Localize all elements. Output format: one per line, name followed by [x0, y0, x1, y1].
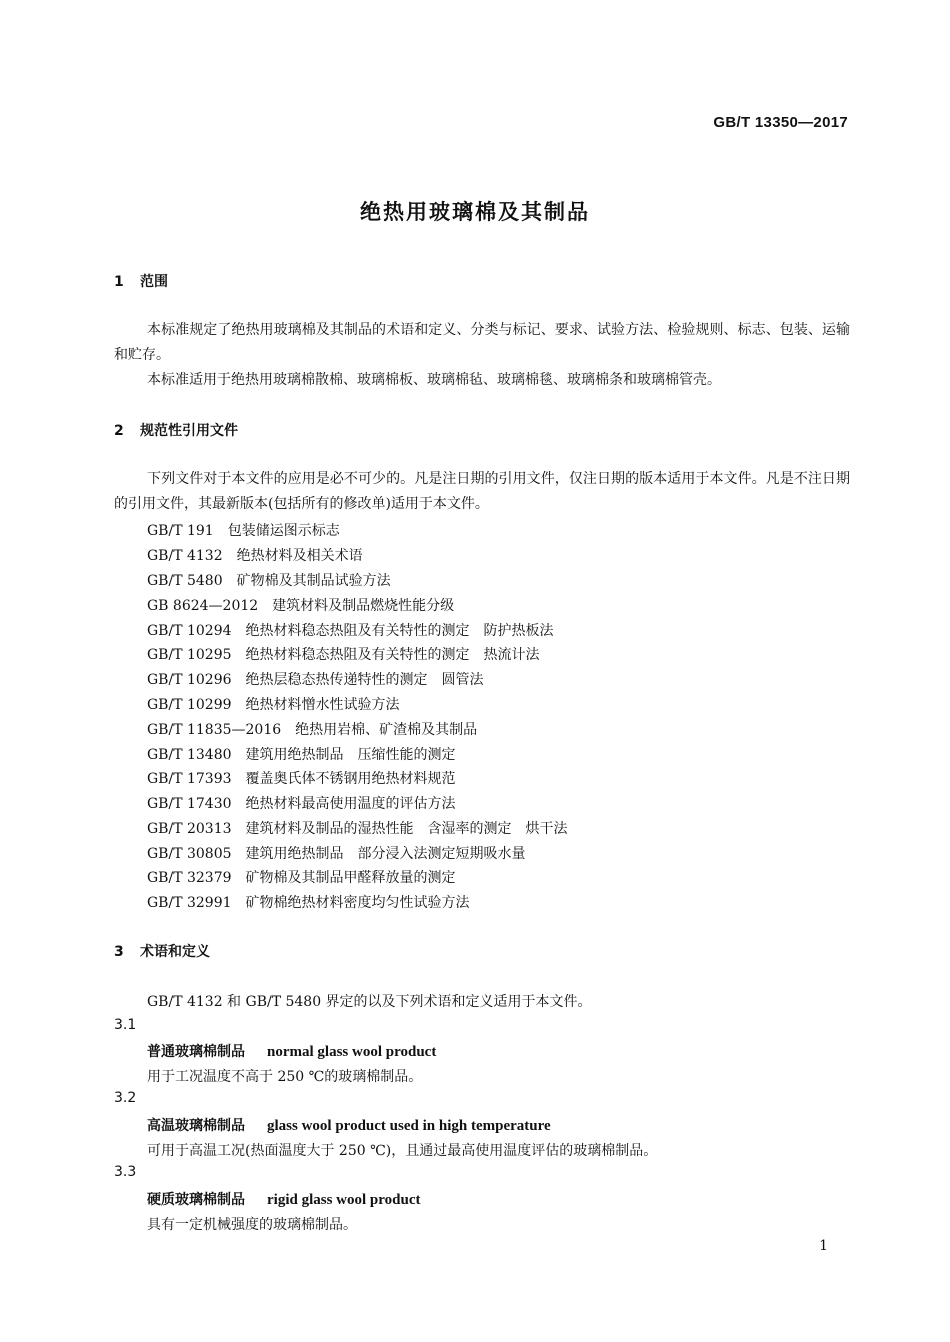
reference-code: GB/T 32991 — [147, 895, 232, 911]
paragraph-text: GB/T 4132 和 GB/T 5480 界定的以及下列术语和定义适用于本文件。 — [147, 994, 592, 1010]
reference-item — [147, 694, 400, 714]
term-english: normal glass wool product — [267, 1044, 437, 1060]
section-title: 术语和定义 — [140, 944, 210, 960]
reference-title: 绝热材料稳态热阻及有关特性的测定 防护热板法 — [245, 623, 554, 639]
reference-item — [147, 545, 363, 565]
reference-code: GB/T 4132 — [147, 548, 223, 564]
reference-code: GB/T 5480 — [147, 573, 223, 589]
term-chinese: 高温玻璃棉制品 — [147, 1118, 245, 1134]
term-number: 3.3 — [114, 1164, 137, 1180]
term-english: glass wool product used in high temperature — [267, 1118, 551, 1134]
section-number: 1 — [114, 274, 124, 290]
term-english: rigid glass wool product — [267, 1192, 421, 1208]
section-1-paragraph-1 — [114, 318, 850, 368]
term-chinese: 硬质玻璃棉制品 — [147, 1192, 245, 1208]
document-title: 绝热用玻璃棉及其制品 — [360, 200, 590, 224]
reference-code: GB/T 10295 — [147, 647, 232, 663]
reference-item — [147, 843, 526, 863]
term-chinese: 普通玻璃棉制品 — [147, 1044, 245, 1060]
reference-code: GB/T 32379 — [147, 870, 232, 886]
section-title: 规范性引用文件 — [140, 423, 238, 439]
reference-item — [147, 644, 540, 664]
term-definition: 可用于高温工况(热面温度大于 250 ℃)，且通过最高使用温度评估的玻璃棉制品。 — [147, 1143, 658, 1159]
reference-title: 矿物棉绝热材料密度均匀性试验方法 — [245, 895, 470, 911]
reference-code: GB/T 11835—2016 — [147, 722, 282, 738]
reference-title: 绝热材料憎水性试验方法 — [245, 697, 400, 713]
reference-code: GB/T 20313 — [147, 821, 232, 837]
reference-title: 矿物棉及其制品甲醛释放量的测定 — [245, 870, 456, 886]
paragraph-text: 下列文件对于本文件的应用是必不可少的。凡是注日期的引用文件，仅注日期的版本适用于本文件。凡是不注日期的引用文件，其最新版本(包括所有的修改单)适用于本文件。 — [114, 471, 850, 512]
reference-title: 建筑材料及制品的湿热性能 含湿率的测定 烘干法 — [245, 821, 568, 837]
reference-item — [147, 595, 454, 615]
reference-code: GB/T 10296 — [147, 672, 232, 688]
section-1-heading — [114, 271, 168, 291]
term-heading — [147, 1189, 421, 1209]
section-3-intro — [147, 991, 592, 1011]
reference-title: 建筑用绝热制品 压缩性能的测定 — [245, 747, 456, 763]
paragraph-text: 本标准规定了绝热用玻璃棉及其制品的术语和定义、分类与标记、要求、试验方法、检验规则、标志、包装、运输和贮存。 — [114, 322, 850, 363]
reference-title: 覆盖奥氏体不锈钢用绝热材料规范 — [245, 771, 456, 787]
standard-code: GB/T 13350—2017 — [713, 114, 848, 131]
reference-title: 包装储运图示标志 — [227, 523, 340, 539]
reference-item — [147, 669, 484, 689]
reference-item — [147, 793, 456, 813]
paragraph-text: 本标准适用于绝热用玻璃棉散棉、玻璃棉板、玻璃棉毡、玻璃棉毯、玻璃棉条和玻璃棉管壳。 — [147, 372, 721, 388]
section-2-intro — [114, 467, 850, 517]
reference-item — [147, 768, 456, 788]
reference-title: 绝热材料及相关术语 — [236, 548, 363, 564]
term-definition: 用于工况温度不高于 250 ℃的玻璃棉制品。 — [147, 1069, 423, 1085]
reference-item — [147, 818, 568, 838]
page-number: 1 — [819, 1238, 828, 1254]
reference-code: GB/T 30805 — [147, 846, 232, 862]
reference-title: 绝热材料最高使用温度的评估方法 — [245, 796, 456, 812]
reference-item — [147, 620, 554, 640]
reference-title: 建筑用绝热制品 部分浸入法测定短期吸水量 — [245, 846, 526, 862]
reference-code: GB/T 17393 — [147, 771, 232, 787]
reference-code: GB/T 17430 — [147, 796, 232, 812]
reference-code: GB 8624—2012 — [147, 598, 259, 614]
section-number: 2 — [114, 423, 124, 439]
section-2-heading — [114, 420, 238, 440]
reference-title: 绝热材料稳态热阻及有关特性的测定 热流计法 — [245, 647, 540, 663]
reference-code: GB/T 10299 — [147, 697, 232, 713]
reference-code: GB/T 10294 — [147, 623, 232, 639]
reference-title: 建筑材料及制品燃烧性能分级 — [272, 598, 455, 614]
reference-code: GB/T 13480 — [147, 747, 232, 763]
reference-item — [147, 892, 470, 912]
reference-code: GB/T 191 — [147, 523, 214, 539]
reference-item — [147, 570, 391, 590]
reference-item — [147, 867, 456, 887]
reference-item — [147, 744, 456, 764]
reference-title: 绝热用岩棉、矿渣棉及其制品 — [295, 722, 478, 738]
term-number: 3.1 — [114, 1017, 137, 1033]
section-number: 3 — [114, 944, 124, 960]
section-title: 范围 — [140, 274, 168, 290]
reference-item — [147, 719, 477, 739]
term-definition: 具有一定机械强度的玻璃棉制品。 — [147, 1217, 357, 1233]
section-1-paragraph-2 — [114, 368, 850, 393]
reference-item — [147, 520, 340, 540]
section-3-heading — [114, 941, 210, 961]
reference-title: 矿物棉及其制品试验方法 — [236, 573, 391, 589]
reference-title: 绝热层稳态热传递特性的测定 圆管法 — [245, 672, 484, 688]
term-heading — [147, 1041, 436, 1061]
term-number: 3.2 — [114, 1090, 137, 1106]
term-heading — [147, 1115, 551, 1135]
